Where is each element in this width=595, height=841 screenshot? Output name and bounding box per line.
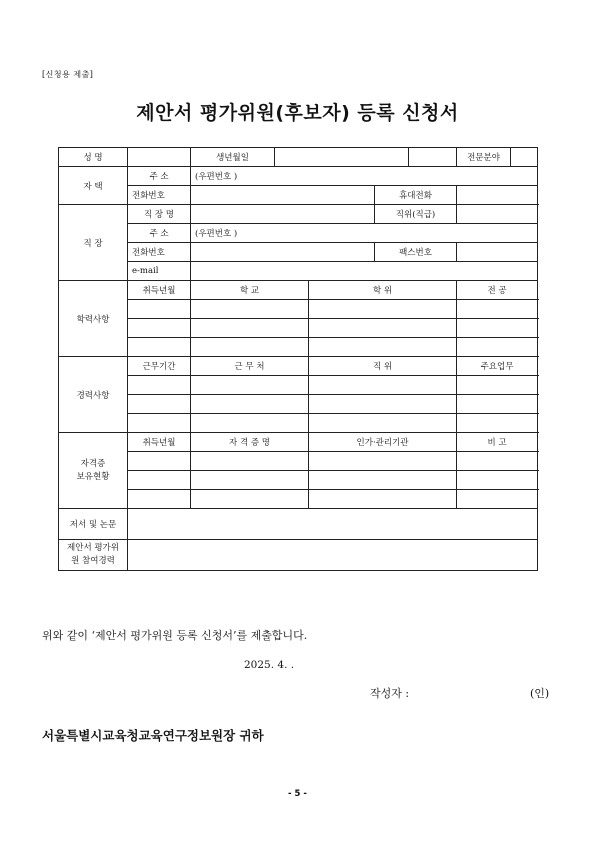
submission-date: 2025. 4. . [244,659,295,671]
license-header-agency: 인가·관리기관 [309,433,457,452]
career-header-period: 근무기간 [128,357,191,376]
author-label: 작성자 : [370,687,410,700]
table-row [59,376,538,395]
home-phone-field[interactable] [191,186,375,205]
specialty-label: 전문분야 [457,148,511,167]
home-address-label: 주 소 [128,167,191,186]
work-phone-label: 전화번호 [128,243,191,262]
birth-date-label: 생년월일 [191,148,275,167]
career-label: 경력사항 [59,357,128,433]
table-row [59,338,538,357]
license-header-name: 자 격 증 명 [191,433,309,452]
table-row [59,300,538,319]
career-header-workplace: 근 무 처 [191,357,309,376]
email-field[interactable] [191,262,538,281]
edu-header-degree: 학 위 [309,281,457,300]
table-row [59,452,538,471]
experience-field[interactable] [128,540,538,571]
home-phone-label: 전화번호 [128,186,191,205]
license-label-line2: 보유현황 [76,471,110,482]
work-phone-field[interactable] [191,243,375,262]
name-field[interactable] [128,148,191,167]
fax-field[interactable] [457,243,538,262]
edu-header-date: 취득년월 [128,281,191,300]
work-address-field[interactable]: (우편번호 ) [191,224,538,243]
email-label: e-mail [128,262,191,281]
page-number: - 5 - [288,789,307,799]
name-label: 성 명 [59,148,128,167]
mobile-label: 휴대전화 [375,186,457,205]
blank-cell [409,148,457,167]
application-form-table [58,147,538,571]
table-row [59,471,538,490]
page-title: 제안서 평가위원(후보자) 등록 신청서 [136,102,459,124]
seal-mark: (인) [530,687,550,700]
specialty-field[interactable] [511,148,538,167]
license-label-line1: 자격증 [80,458,106,469]
license-label [59,433,128,509]
workplace-label: 직 장 명 [128,205,191,224]
edu-header-major: 전 공 [457,281,538,300]
work-label: 직 장 [59,205,128,281]
experience-label-line2: 원 참여경력 [71,556,115,566]
table-row [59,490,538,509]
addressee: 서울특별시교육청교육연구정보원장 귀하 [42,728,264,743]
submission-note: [신청용 제출] [42,70,94,79]
papers-label: 저서 및 논문 [59,509,128,540]
career-header-duties: 주요업무 [457,357,538,376]
table-row [59,414,538,433]
work-address-label: 주 소 [128,224,191,243]
submission-statement: 위와 같이 ‘제안서 평가위원 등록 신청서’를 제출합니다. [42,629,308,642]
position-label: 직위(직급) [375,205,457,224]
position-field[interactable] [457,205,538,224]
table-row [59,319,538,338]
experience-label-line1: 제안서 평가위 [67,543,119,553]
home-address-field[interactable]: (우편번호 ) [191,167,538,186]
education-label: 학력사항 [59,281,128,357]
license-header-remarks: 비 고 [457,433,538,452]
fax-label: 팩스번호 [375,243,457,262]
papers-field[interactable] [128,509,538,540]
home-label: 자 택 [59,167,128,205]
license-header-date: 취득년월 [128,433,191,452]
experience-label [59,540,128,571]
career-header-position: 직 위 [309,357,457,376]
edu-header-school: 학 교 [191,281,309,300]
mobile-field[interactable] [457,186,538,205]
birth-date-field[interactable] [275,148,409,167]
table-row [59,395,538,414]
workplace-field[interactable] [191,205,375,224]
